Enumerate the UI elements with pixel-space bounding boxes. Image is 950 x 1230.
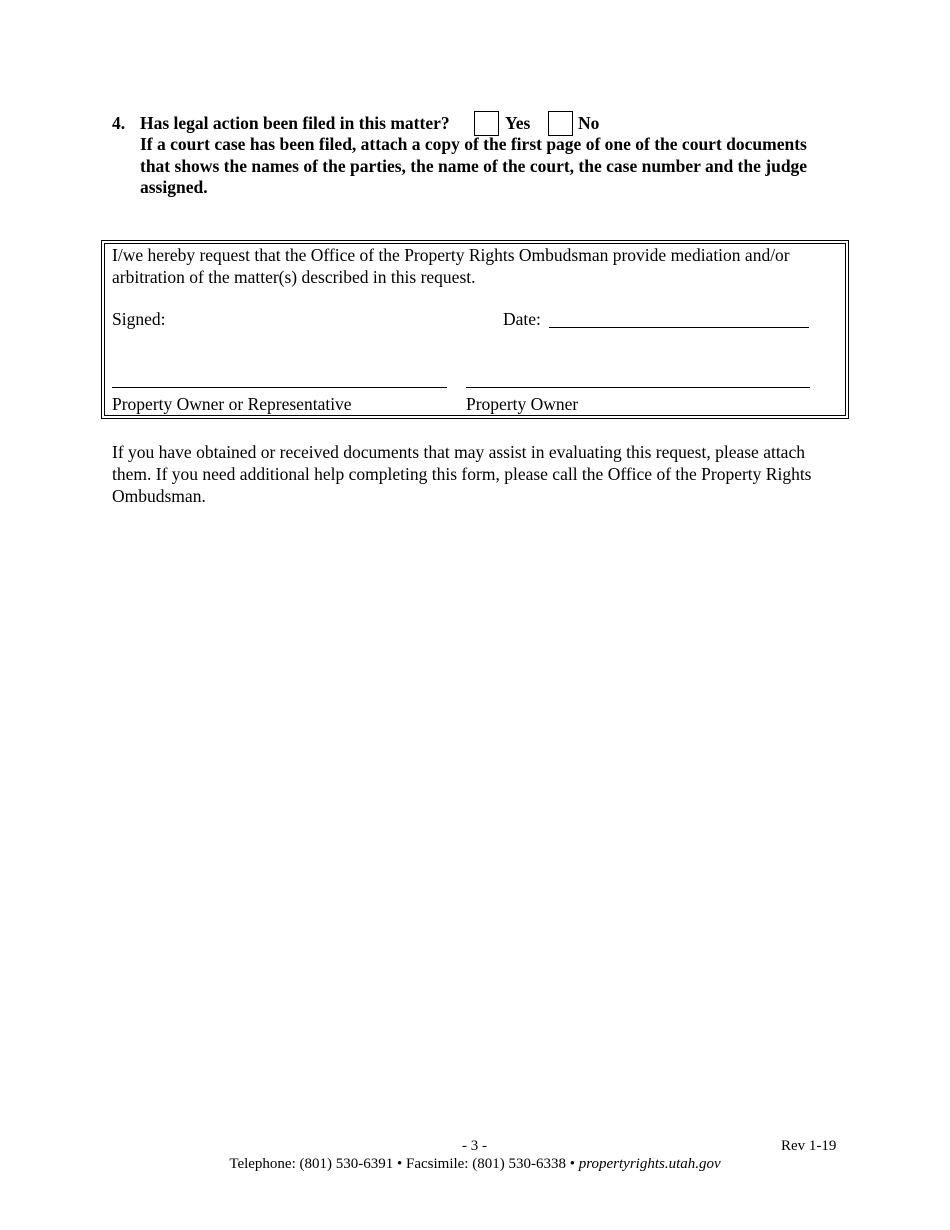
contact-info: Telephone: (801) 530-6391 • Facsimile: (801) 530-6338 • <box>229 1156 579 1172</box>
owner-or-representative-label: Property Owner or Representative <box>112 394 352 414</box>
question-instructions: If a court case has been filed, attach a copy of the first page of one of the court documents that shows the names of the parties, the name of the court, the case number and the judge assigned. <box>140 134 808 197</box>
date-field[interactable] <box>549 327 809 328</box>
question-prompt: Has legal action been filed in this matter? <box>140 113 450 133</box>
owner-label: Property Owner <box>466 394 579 414</box>
date-label: Date: <box>503 309 541 329</box>
no-checkbox[interactable] <box>548 111 573 136</box>
owner-signature-field[interactable] <box>466 387 810 388</box>
page-number: - 3 - <box>462 1138 487 1154</box>
help-note: If you have obtained or received documents that may assist in evaluating this request, please attach them. If you need additional help completing this form, please call the Office of the Property Rights Ombudsman. <box>112 442 812 506</box>
request-statement: I/we hereby request that the Office of the Property Rights Ombudsman provide mediation and/or arbitration of the matter(s) described in this request. <box>112 245 790 287</box>
owner-or-representative-signature-field[interactable] <box>112 387 447 388</box>
no-label: No <box>578 113 600 133</box>
yes-checkbox[interactable] <box>474 111 499 136</box>
website-link[interactable]: propertyrights.utah.gov <box>578 1156 721 1172</box>
question-number: 4. <box>112 113 126 133</box>
contact-footer <box>0 1156 950 1173</box>
signed-label: Signed: <box>112 309 166 329</box>
yes-label: Yes <box>505 113 531 133</box>
revision-label: Rev 1-19 <box>781 1138 837 1154</box>
